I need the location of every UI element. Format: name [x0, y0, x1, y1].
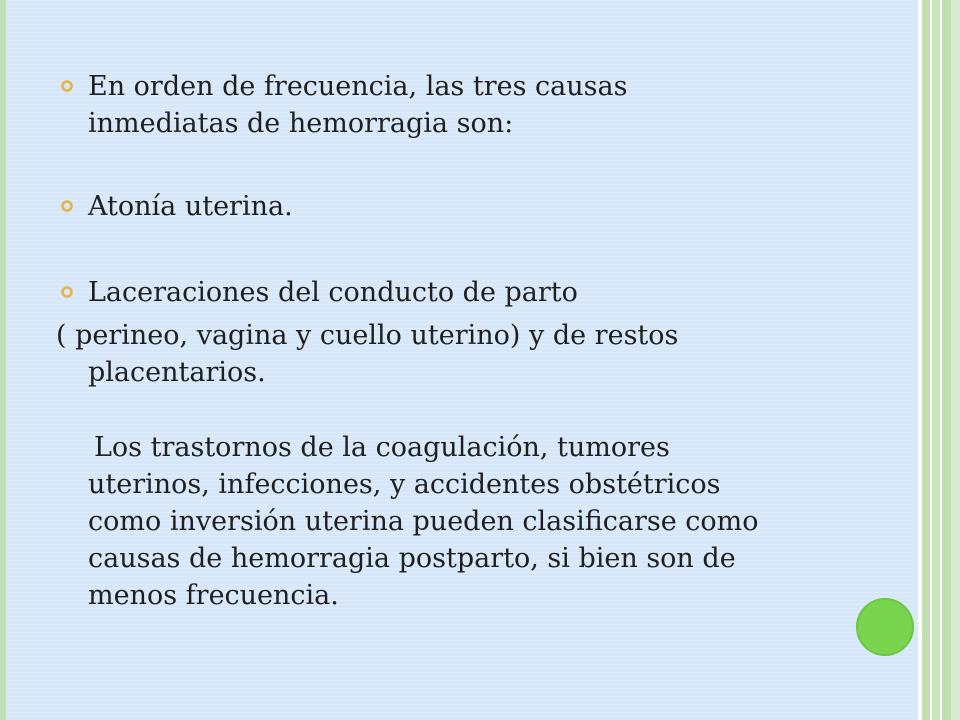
paragraph-line-5: menos frecuencia.	[88, 580, 339, 611]
bullet-1-line-2: inmediatas de hemorragia son:	[88, 108, 514, 139]
bullet-3-continuation	[56, 317, 840, 391]
continuation-line-2: placentarios.	[88, 357, 266, 388]
continuation-line-1: ( perineo, vagina y cuello uterino) y de restos	[56, 320, 679, 351]
right-decorative-band	[918, 0, 960, 720]
paragraph-spacer	[60, 391, 840, 429]
paragraph-line-2: uterinos, infecciones, y accidentes obstétricos	[88, 469, 721, 500]
bullet-item-2	[60, 188, 840, 225]
paragraph-line-3: como inversión uterina pueden clasificarse como	[88, 506, 759, 537]
bullet-item-1	[60, 68, 840, 142]
bullet-3-line-1: Laceraciones del conducto de parto	[88, 277, 578, 308]
paragraph-line-1: Los trastornos de la coagulación, tumores	[94, 432, 670, 463]
paragraph-line-4: causas de hemorragia postparto, si bien son de	[88, 543, 736, 574]
bullet-item-3	[60, 274, 840, 311]
green-dot-icon	[856, 598, 914, 656]
circle-outline-bullet-icon	[60, 79, 74, 93]
left-edge-stripe	[0, 0, 6, 720]
closing-paragraph	[60, 429, 840, 614]
slide-content	[56, 68, 840, 614]
bullet-2-line-1: Atonía uterina.	[88, 191, 293, 222]
circle-outline-bullet-icon	[60, 199, 74, 213]
bullet-1-line-1: En orden de frecuencia, las tres causas	[88, 71, 628, 102]
circle-outline-bullet-icon	[60, 285, 74, 299]
